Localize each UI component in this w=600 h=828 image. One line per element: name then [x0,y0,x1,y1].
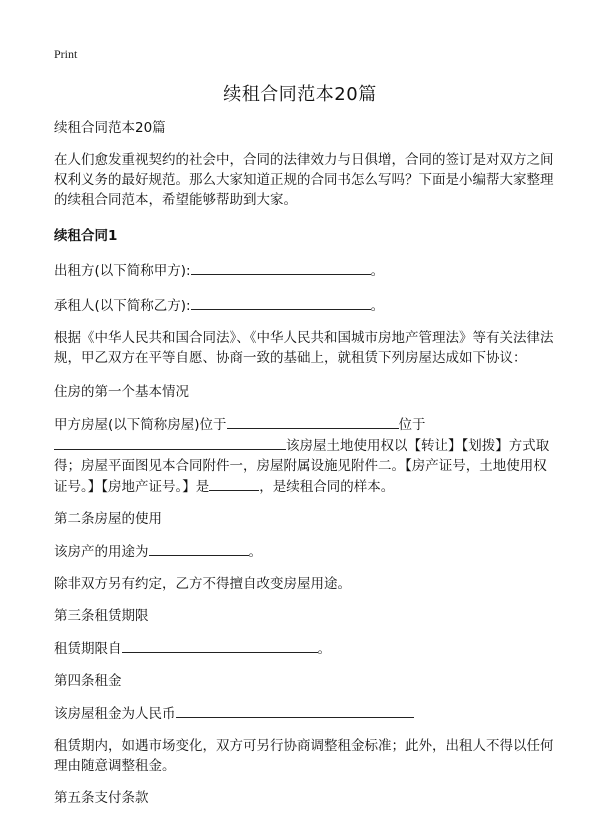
article-1-location-label-2: 位于 [398,417,426,433]
article-3-label: 租赁期限自 [54,641,122,657]
lessor-label: 出租方(以下简称甲方): [54,263,191,279]
article-4-title: 第四条租金 [54,673,122,689]
term-blank [122,638,318,653]
location-blank-1 [227,414,399,429]
article-4-line [54,703,554,724]
article-2-text: 除非双方另有约定，乙方不得擅自改变房屋用途。 [54,576,351,592]
use-blank [149,541,249,556]
lessee-blank [191,295,371,310]
article-2-use-end: 。 [248,544,262,560]
article-5-title: 第五条支付条款 [54,790,149,806]
article-1-title: 住房的第一个基本情况 [54,384,189,400]
article-1-text [54,414,554,497]
article-1-land-text: 该房屋土地使用权以【转让】【划拨】方式取得；房屋平面图见本合同附件一，房屋附属设施见附件二。【房产证号，土地使用权证号。】【房地产证号。】是 [54,438,550,495]
document-subtitle: 续租合同范本20篇 [54,120,166,136]
article-3-end: 。 [317,641,331,657]
document-title: 续租合同范本20篇 [223,84,377,105]
article-2-use-label: 该房产的用途为 [54,544,149,560]
article-4-label: 该房屋租金为人民币 [54,706,176,722]
article-2-use-line [54,541,554,562]
intro-paragraph: 在人们愈发重视契约的社会中，合同的法律效力与日俱增，合同的签订是对双方之间权利义务的最好规范。那么大家知道正规的合同书怎么写吗？下面是小编帮大家整理的续租合同范本，希望能够帮助到大家。 [54,152,554,208]
basis-paragraph: 根据《中华人民共和国合同法》、《中华人民共和国城市房地产管理法》等有关法律法规，甲乙双方在平等自愿、协商一致的基础上，就租赁下列房屋达成如下协议： [54,330,554,366]
article-3-title: 第三条租赁期限 [54,608,149,624]
lessor-line [54,260,554,281]
section-title: 续租合同1 [54,228,118,244]
lessee-end: 。 [370,298,385,314]
article-1-end: ，是续租合同的样本。 [259,479,395,495]
print-link[interactable]: Print [54,47,78,61]
lessee-label: 承租人(以下简称乙方): [54,298,191,314]
article-2-title: 第二条房屋的使用 [54,511,162,527]
certificate-blank [209,476,259,491]
article-3-line [54,638,554,659]
lessee-line [54,295,554,316]
rent-blank [176,703,414,718]
article-1-location-label: 甲方房屋(以下简称房屋)位于 [54,417,227,433]
article-4-text: 租赁期内，如遇市场变化，双方可另行协商调整租金标准；此外，出租人不得以任何理由随意调整租金。 [54,738,554,774]
lessor-end: 。 [370,263,385,279]
lessor-blank [191,260,371,275]
document-body [54,118,554,808]
location-blank-2 [54,435,286,450]
